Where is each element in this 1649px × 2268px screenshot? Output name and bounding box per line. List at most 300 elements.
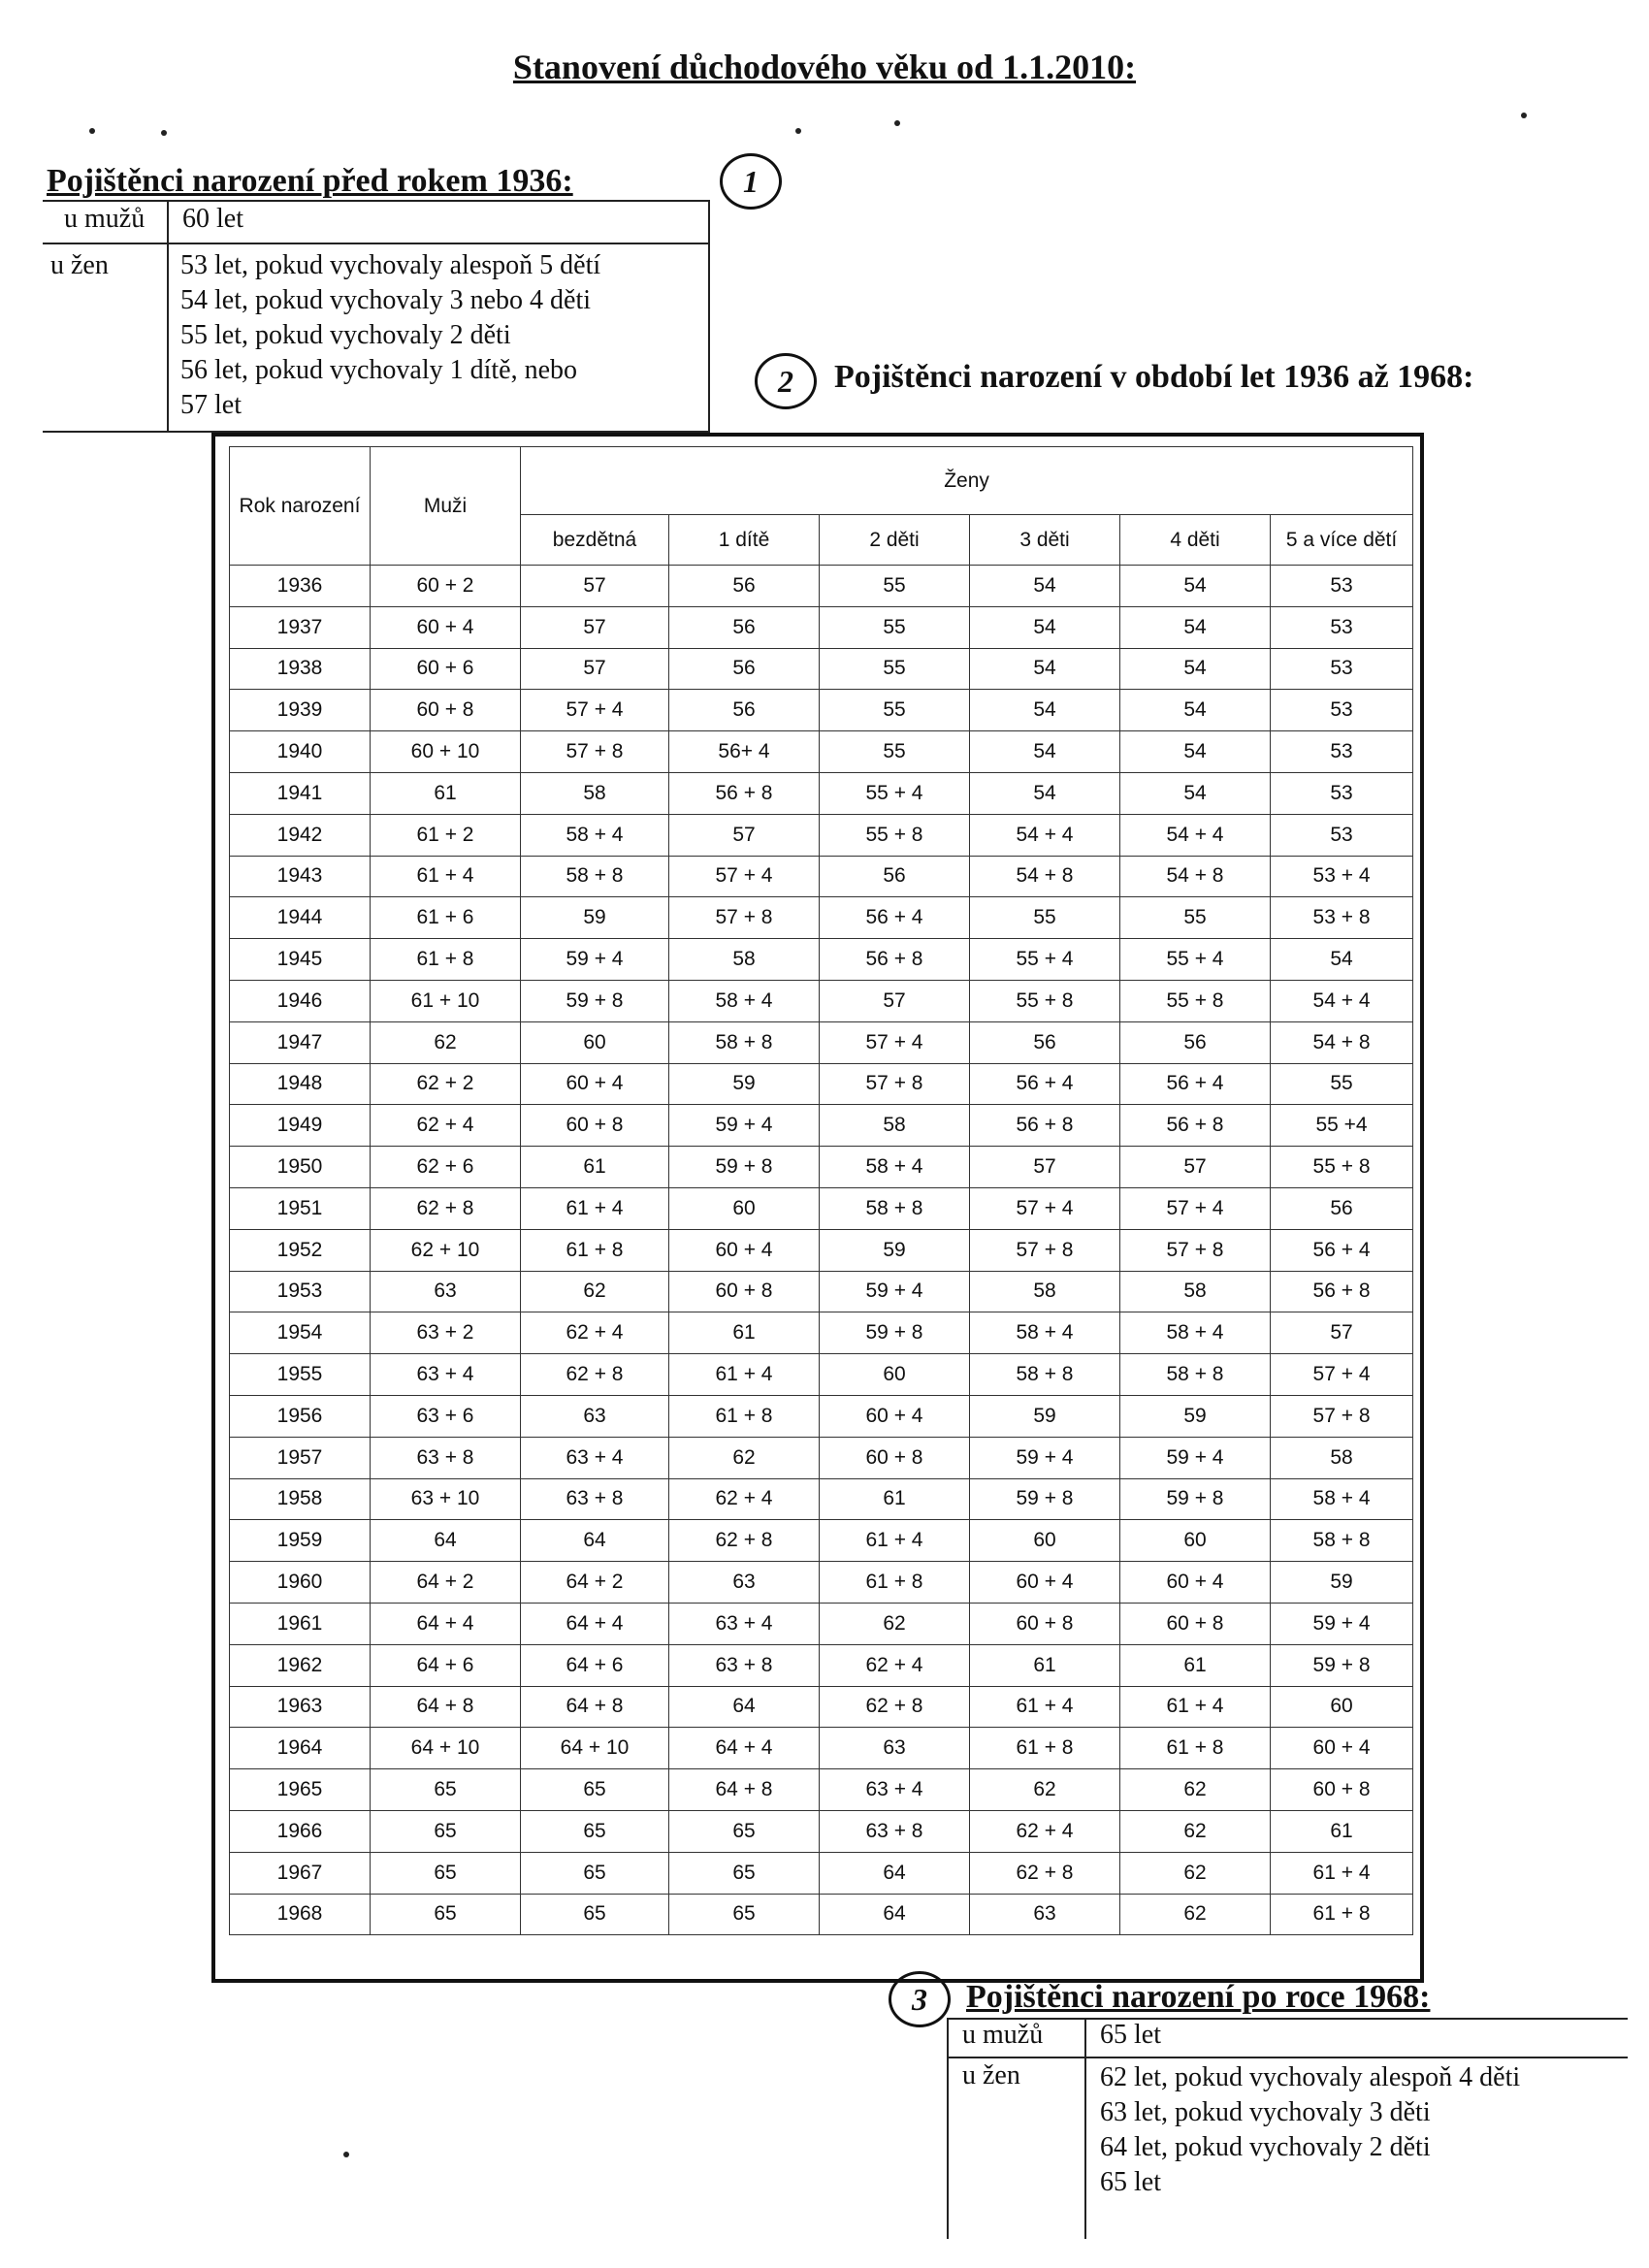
age-cell: 53 <box>1271 648 1413 690</box>
age-cell: 63 + 8 <box>669 1644 820 1686</box>
women-line: 54 let, pokud vychovaly 3 nebo 4 děti <box>180 285 592 315</box>
age-cell: 63 + 4 <box>521 1437 669 1478</box>
age-cell: 63 + 8 <box>820 1810 970 1852</box>
age-cell: 58 <box>1271 1437 1413 1478</box>
age-cell: 54 + 8 <box>1271 1021 1413 1063</box>
women-label: u žen <box>50 250 109 280</box>
age-cell: 55 + 8 <box>820 814 970 856</box>
age-cell: 60 + 4 <box>1120 1562 1271 1604</box>
scan-speck <box>343 2152 349 2157</box>
retirement-age-table <box>229 446 1413 1935</box>
scan-speck <box>1521 113 1527 118</box>
table-row <box>230 1229 1413 1271</box>
age-cell: 61 + 4 <box>820 1520 970 1562</box>
age-cell: 55 + 8 <box>970 980 1120 1021</box>
age-cell: 60 <box>1120 1520 1271 1562</box>
age-cell: 61 <box>669 1312 820 1354</box>
age-cell: 65 <box>669 1894 820 1935</box>
age-cell: 57 + 4 <box>1120 1187 1271 1229</box>
year-cell: 1952 <box>230 1229 371 1271</box>
age-cell: 54 <box>1120 690 1271 731</box>
table-row <box>230 1520 1413 1562</box>
table-row <box>230 939 1413 981</box>
age-cell: 60 <box>1271 1686 1413 1728</box>
age-cell: 56 + 8 <box>970 1105 1120 1147</box>
age-cell: 61 + 10 <box>371 980 521 1021</box>
age-cell: 63 + 8 <box>521 1478 669 1520</box>
age-cell: 62 <box>521 1271 669 1312</box>
age-cell: 57 <box>820 980 970 1021</box>
age-cell: 65 <box>371 1852 521 1894</box>
table-row <box>230 980 1413 1021</box>
age-cell: 65 <box>521 1894 669 1935</box>
age-cell: 59 <box>970 1395 1120 1437</box>
age-cell: 58 <box>521 772 669 814</box>
table-row <box>230 1644 1413 1686</box>
age-cell: 55 <box>820 731 970 773</box>
age-cell: 54 <box>1120 731 1271 773</box>
age-cell: 56 <box>1120 1021 1271 1063</box>
age-cell: 59 <box>1271 1562 1413 1604</box>
table-body <box>230 566 1413 1935</box>
age-cell: 62 + 4 <box>820 1644 970 1686</box>
age-cell: 59 + 4 <box>521 939 669 981</box>
table-row <box>230 1686 1413 1728</box>
age-cell: 62 + 4 <box>669 1478 820 1520</box>
age-cell: 62 <box>1120 1810 1271 1852</box>
table-row <box>230 1063 1413 1105</box>
men-value: 60 let <box>182 204 243 234</box>
table-row <box>230 1312 1413 1354</box>
age-cell: 57 + 4 <box>820 1021 970 1063</box>
age-cell: 53 <box>1271 814 1413 856</box>
age-cell: 63 + 8 <box>371 1437 521 1478</box>
age-cell: 55 + 4 <box>970 939 1120 981</box>
age-cell: 59 <box>1120 1395 1271 1437</box>
year-cell: 1966 <box>230 1810 371 1852</box>
year-cell: 1943 <box>230 856 371 897</box>
age-cell: 62 <box>820 1603 970 1644</box>
age-cell: 59 + 4 <box>669 1105 820 1147</box>
age-cell: 65 <box>521 1810 669 1852</box>
age-cell: 64 <box>669 1686 820 1728</box>
age-cell: 57 <box>1271 1312 1413 1354</box>
age-cell: 57 <box>669 814 820 856</box>
age-cell: 62 + 4 <box>521 1312 669 1354</box>
table-row <box>230 690 1413 731</box>
year-cell: 1953 <box>230 1271 371 1312</box>
age-cell: 65 <box>521 1852 669 1894</box>
age-cell: 65 <box>371 1769 521 1811</box>
year-cell: 1957 <box>230 1437 371 1478</box>
age-cell: 64 <box>371 1520 521 1562</box>
age-cell: 54 + 4 <box>970 814 1120 856</box>
age-cell: 55 <box>970 897 1120 939</box>
age-cell: 64 + 4 <box>521 1603 669 1644</box>
women-line: 53 let, pokud vychovaly alespoň 5 dětí <box>180 250 601 280</box>
year-cell: 1954 <box>230 1312 371 1354</box>
age-cell: 64 + 8 <box>669 1769 820 1811</box>
table-row <box>230 1021 1413 1063</box>
age-cell: 61 + 4 <box>1120 1686 1271 1728</box>
age-cell: 60 + 4 <box>1271 1728 1413 1769</box>
age-cell: 61 + 8 <box>1271 1894 1413 1935</box>
age-cell: 64 + 6 <box>371 1644 521 1686</box>
age-cell: 57 <box>970 1147 1120 1188</box>
header-women-subcol: 2 děti <box>820 515 970 566</box>
age-cell: 56 + 4 <box>1271 1229 1413 1271</box>
age-cell: 54 + 8 <box>970 856 1120 897</box>
section3-heading: Pojištěnci narození po roce 1968: <box>966 1979 1431 2015</box>
age-cell: 56+ 4 <box>669 731 820 773</box>
age-cell: 64 <box>820 1894 970 1935</box>
age-cell: 54 <box>970 731 1120 773</box>
age-cell: 57 + 8 <box>970 1229 1120 1271</box>
age-cell: 57 + 8 <box>1120 1229 1271 1271</box>
age-cell: 61 <box>1271 1810 1413 1852</box>
table-row <box>230 1147 1413 1188</box>
age-cell: 61 + 8 <box>970 1728 1120 1769</box>
age-cell: 58 + 8 <box>820 1187 970 1229</box>
age-cell: 60 + 8 <box>1271 1769 1413 1811</box>
age-cell: 61 + 8 <box>669 1395 820 1437</box>
age-cell: 57 + 8 <box>1271 1395 1413 1437</box>
year-cell: 1958 <box>230 1478 371 1520</box>
age-cell: 63 + 2 <box>371 1312 521 1354</box>
age-cell: 63 + 6 <box>371 1395 521 1437</box>
age-cell: 62 + 10 <box>371 1229 521 1271</box>
age-cell: 57 + 8 <box>521 731 669 773</box>
women-line: 64 let, pokud vychovaly 2 děti <box>1100 2132 1431 2162</box>
section1-divider <box>167 202 169 431</box>
age-cell: 54 <box>970 606 1120 648</box>
age-cell: 64 + 2 <box>371 1562 521 1604</box>
age-cell: 58 <box>970 1271 1120 1312</box>
year-cell: 1967 <box>230 1852 371 1894</box>
age-cell: 56 <box>669 648 820 690</box>
section-number-3: 3 <box>889 1971 951 2027</box>
header-women-subcol: 5 a více dětí <box>1271 515 1413 566</box>
age-cell: 58 <box>669 939 820 981</box>
women-line: 63 let, pokud vychovaly 3 děti <box>1100 2097 1431 2127</box>
scan-speck <box>795 128 801 134</box>
age-cell: 53 + 4 <box>1271 856 1413 897</box>
age-cell: 58 + 4 <box>669 980 820 1021</box>
age-cell: 54 <box>1120 772 1271 814</box>
year-cell: 1944 <box>230 897 371 939</box>
table-row <box>230 1562 1413 1604</box>
year-cell: 1936 <box>230 566 371 607</box>
age-cell: 56 <box>1271 1187 1413 1229</box>
age-cell: 61 <box>371 772 521 814</box>
age-cell: 60 + 8 <box>820 1437 970 1478</box>
women-line: 57 let <box>180 390 242 420</box>
year-cell: 1948 <box>230 1063 371 1105</box>
table-row <box>230 1603 1413 1644</box>
age-cell: 61 + 2 <box>371 814 521 856</box>
header-women-subcol: bezdětná <box>521 515 669 566</box>
scan-speck <box>89 128 95 134</box>
age-cell: 58 + 4 <box>521 814 669 856</box>
section3-table <box>947 2018 1628 2239</box>
age-cell: 65 <box>371 1810 521 1852</box>
age-cell: 59 + 8 <box>1120 1478 1271 1520</box>
age-cell: 55 <box>820 648 970 690</box>
year-cell: 1955 <box>230 1354 371 1396</box>
age-cell: 58 + 8 <box>1120 1354 1271 1396</box>
age-cell: 55 <box>1120 897 1271 939</box>
age-cell: 61 + 6 <box>371 897 521 939</box>
age-cell: 54 <box>970 772 1120 814</box>
age-cell: 60 + 4 <box>521 1063 669 1105</box>
age-cell: 63 <box>820 1728 970 1769</box>
age-cell: 62 + 2 <box>371 1063 521 1105</box>
age-cell: 60 + 8 <box>970 1603 1120 1644</box>
header-women-subcol: 4 děti <box>1120 515 1271 566</box>
age-cell: 63 + 4 <box>820 1769 970 1811</box>
year-cell: 1942 <box>230 814 371 856</box>
age-cell: 60 <box>669 1187 820 1229</box>
age-cell: 64 <box>820 1852 970 1894</box>
table-row <box>230 1894 1413 1935</box>
year-cell: 1947 <box>230 1021 371 1063</box>
age-cell: 59 + 4 <box>1271 1603 1413 1644</box>
age-cell: 62 <box>1120 1852 1271 1894</box>
age-cell: 61 + 4 <box>1271 1852 1413 1894</box>
age-cell: 58 + 4 <box>970 1312 1120 1354</box>
age-cell: 56 + 4 <box>970 1063 1120 1105</box>
age-cell: 57 + 4 <box>1271 1354 1413 1396</box>
age-cell: 61 <box>820 1478 970 1520</box>
age-cell: 60 + 2 <box>371 566 521 607</box>
section3-divider <box>1084 2020 1086 2239</box>
scan-speck <box>894 120 900 126</box>
age-cell: 65 <box>669 1810 820 1852</box>
table-row <box>230 1354 1413 1396</box>
age-cell: 60 + 8 <box>371 690 521 731</box>
table-row <box>230 1769 1413 1811</box>
women-label: u žen <box>962 2060 1020 2090</box>
age-cell: 61 + 4 <box>371 856 521 897</box>
age-cell: 61 <box>521 1147 669 1188</box>
age-cell: 60 <box>521 1021 669 1063</box>
age-cell: 58 + 8 <box>521 856 669 897</box>
age-cell: 58 <box>1120 1271 1271 1312</box>
age-cell: 62 + 8 <box>820 1686 970 1728</box>
section1-heading: Pojištěnci narození před rokem 1936: <box>47 163 573 199</box>
age-cell: 62 + 6 <box>371 1147 521 1188</box>
age-cell: 56 + 8 <box>1120 1105 1271 1147</box>
age-cell: 58 + 8 <box>1271 1520 1413 1562</box>
age-cell: 57 <box>521 606 669 648</box>
table-row <box>230 1437 1413 1478</box>
age-cell: 57 + 4 <box>970 1187 1120 1229</box>
age-cell: 62 + 8 <box>669 1520 820 1562</box>
age-cell: 57 <box>521 566 669 607</box>
section3-men-row <box>949 2020 1628 2058</box>
age-cell: 61 + 4 <box>521 1187 669 1229</box>
age-cell: 64 + 8 <box>521 1686 669 1728</box>
age-cell: 59 + 4 <box>970 1437 1120 1478</box>
section1-table <box>43 200 710 433</box>
year-cell: 1949 <box>230 1105 371 1147</box>
age-cell: 58 + 4 <box>1120 1312 1271 1354</box>
women-values <box>1100 2060 1520 2200</box>
age-cell: 61 + 8 <box>1120 1728 1271 1769</box>
age-cell: 63 <box>669 1562 820 1604</box>
age-cell: 54 + 4 <box>1120 814 1271 856</box>
age-cell: 60 + 8 <box>521 1105 669 1147</box>
age-cell: 57 + 4 <box>521 690 669 731</box>
age-cell: 53 <box>1271 690 1413 731</box>
age-cell: 54 <box>1120 606 1271 648</box>
age-cell: 53 <box>1271 566 1413 607</box>
header-year: Rok narození <box>230 447 371 566</box>
table-row <box>230 731 1413 773</box>
age-cell: 53 + 8 <box>1271 897 1413 939</box>
age-cell: 58 + 4 <box>1271 1478 1413 1520</box>
age-cell: 61 <box>970 1644 1120 1686</box>
document-title: Stanovení důchodového věku od 1.1.2010: <box>512 48 1137 86</box>
table-row <box>230 1728 1413 1769</box>
year-cell: 1960 <box>230 1562 371 1604</box>
table-row <box>230 856 1413 897</box>
age-cell: 60 + 4 <box>371 606 521 648</box>
table-row <box>230 1852 1413 1894</box>
age-cell: 62 <box>371 1021 521 1063</box>
age-cell: 64 + 4 <box>669 1728 820 1769</box>
age-cell: 63 <box>970 1894 1120 1935</box>
age-cell: 55 + 4 <box>1120 939 1271 981</box>
age-cell: 56 + 4 <box>1120 1063 1271 1105</box>
age-cell: 56 + 8 <box>1271 1271 1413 1312</box>
men-label: u mužů <box>962 2020 1044 2050</box>
age-cell: 57 + 8 <box>669 897 820 939</box>
age-cell: 58 + 8 <box>669 1021 820 1063</box>
year-cell: 1959 <box>230 1520 371 1562</box>
year-cell: 1938 <box>230 648 371 690</box>
age-cell: 62 + 8 <box>970 1852 1120 1894</box>
age-cell: 59 + 4 <box>1120 1437 1271 1478</box>
table-row <box>230 1395 1413 1437</box>
age-cell: 55 + 8 <box>1120 980 1271 1021</box>
header-women-subcol: 3 děti <box>970 515 1120 566</box>
header-women-subcol: 1 dítě <box>669 515 820 566</box>
age-cell: 54 + 8 <box>1120 856 1271 897</box>
age-cell: 60 + 4 <box>820 1395 970 1437</box>
year-cell: 1962 <box>230 1644 371 1686</box>
age-cell: 60 <box>820 1354 970 1396</box>
age-cell: 64 + 8 <box>371 1686 521 1728</box>
age-cell: 55 +4 <box>1271 1105 1413 1147</box>
age-cell: 53 <box>1271 731 1413 773</box>
table-row <box>230 897 1413 939</box>
men-label: u mužů <box>64 204 146 234</box>
age-cell: 56 <box>970 1021 1120 1063</box>
age-cell: 54 <box>1120 648 1271 690</box>
age-cell: 55 <box>1271 1063 1413 1105</box>
age-cell: 63 <box>371 1271 521 1312</box>
section-number-1: 1 <box>720 153 782 210</box>
age-cell: 65 <box>521 1769 669 1811</box>
year-cell: 1941 <box>230 772 371 814</box>
age-cell: 63 + 4 <box>371 1354 521 1396</box>
age-cell: 59 + 8 <box>1271 1644 1413 1686</box>
women-line: 55 let, pokud vychovaly 2 děti <box>180 320 511 350</box>
age-cell: 55 + 4 <box>820 772 970 814</box>
age-cell: 62 <box>970 1769 1120 1811</box>
table-row <box>230 1271 1413 1312</box>
age-cell: 55 <box>820 690 970 731</box>
age-cell: 59 + 8 <box>970 1478 1120 1520</box>
age-cell: 53 <box>1271 772 1413 814</box>
age-cell: 54 <box>970 690 1120 731</box>
age-cell: 62 + 4 <box>970 1810 1120 1852</box>
year-cell: 1956 <box>230 1395 371 1437</box>
year-cell: 1965 <box>230 1769 371 1811</box>
age-cell: 59 <box>669 1063 820 1105</box>
table-row <box>230 606 1413 648</box>
age-cell: 62 <box>1120 1769 1271 1811</box>
age-cell: 55 <box>820 606 970 648</box>
table-row <box>230 1810 1413 1852</box>
year-cell: 1945 <box>230 939 371 981</box>
year-cell: 1963 <box>230 1686 371 1728</box>
year-cell: 1946 <box>230 980 371 1021</box>
age-cell: 54 <box>1120 566 1271 607</box>
age-cell: 59 <box>820 1229 970 1271</box>
year-cell: 1961 <box>230 1603 371 1644</box>
age-cell: 62 <box>669 1437 820 1478</box>
age-cell: 57 + 8 <box>820 1063 970 1105</box>
age-cell: 58 + 4 <box>820 1147 970 1188</box>
age-cell: 57 <box>1120 1147 1271 1188</box>
table-row <box>230 648 1413 690</box>
age-cell: 56 + 8 <box>820 939 970 981</box>
header-men: Muži <box>371 447 521 566</box>
age-cell: 57 + 4 <box>669 856 820 897</box>
age-cell: 55 <box>820 566 970 607</box>
age-cell: 61 + 4 <box>970 1686 1120 1728</box>
age-cell: 59 + 8 <box>669 1147 820 1188</box>
year-cell: 1940 <box>230 731 371 773</box>
age-cell: 64 + 2 <box>521 1562 669 1604</box>
year-cell: 1950 <box>230 1147 371 1188</box>
header-women: Ženy <box>521 447 1413 515</box>
table-row <box>230 1478 1413 1520</box>
age-cell: 60 <box>970 1520 1120 1562</box>
age-cell: 63 + 10 <box>371 1478 521 1520</box>
section2-heading: Pojištěnci narození v období let 1936 až 1968: <box>834 359 1474 395</box>
women-line: 62 let, pokud vychovaly alespoň 4 děti <box>1100 2062 1521 2092</box>
age-cell: 54 + 4 <box>1271 980 1413 1021</box>
age-cell: 63 + 4 <box>669 1603 820 1644</box>
age-cell: 64 + 4 <box>371 1603 521 1644</box>
year-cell: 1951 <box>230 1187 371 1229</box>
age-cell: 60 + 4 <box>970 1562 1120 1604</box>
section-number-2: 2 <box>755 353 817 409</box>
age-cell: 61 + 8 <box>820 1562 970 1604</box>
age-cell: 56 + 4 <box>820 897 970 939</box>
age-cell: 65 <box>371 1894 521 1935</box>
age-cell: 60 + 8 <box>1120 1603 1271 1644</box>
year-cell: 1968 <box>230 1894 371 1935</box>
women-line: 65 let <box>1100 2167 1161 2197</box>
age-cell: 62 <box>1120 1894 1271 1935</box>
age-cell: 55 + 8 <box>1271 1147 1413 1188</box>
year-cell: 1937 <box>230 606 371 648</box>
age-cell: 56 <box>820 856 970 897</box>
